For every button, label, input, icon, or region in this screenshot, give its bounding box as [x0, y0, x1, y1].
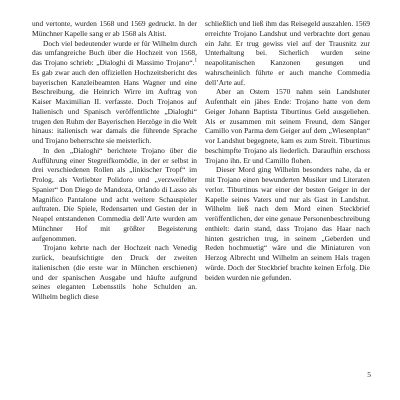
paragraph: Aber an Ostern 1570 nahm sein Landshuter Aufenthalt ein jähes Ende: Trojano hatte von dem Geiger Johann Baptista Tiburtinus Geld ausgeliehen. Als er zusammen mit seinem Freund, dem Sänger Camillo von Parma dem Geiger auf dem „Wiesenplan“ vor Landshut begegnete, kam es zum Streit. Tiburtinus beschimpfte Trojano als liederlich. Daraufhin erschoss Trojano ihn. Er und Camillo flohen.	[205, 87, 370, 165]
paragraph: In den „Dialoghi“ berichtete Trojano über die Aufführung einer Stegreifkomödie, in der er selbst in drei verschiedenen Rollen als „linkischer Tropf“ im Prolog, als Verliebter Polidoro und „verzweifelter Spanier“ Don Diego de Mandoza, Orlando di Lasso als Magnifico Pantalone und acht weitere Schauspieler auftraten. Die Spiele, Redensarten und Gesten der in Neapel entstandenen Commedia dell’Arte wurden am Münchner Hof mit größter Begeisterung aufgenommen.	[32, 145, 197, 243]
footnote-marker: 1	[194, 58, 197, 64]
paragraph: Dieser Mord ging Wilhelm besonders nahe, da er mit Trojano einen bewunderten Musiker und Literaten verlor. Tiburtinus war einer der besten Geiger in der Kapelle seines Vaters und nur als Gast in Landshut. Wilhelm ließ nach dem Mord einen Steckbrief veröffentlichen, der eine genaue Personenbeschreibung enthielt: darin stand, dass Trojano das Haar nach hinten gestrichen trug, in seinem „Geberden und Reden hochmuetig“ wäre und die Miniaturen von Herzog Albrecht und Wilhelm an seinem Hals tragen würde. Doch der Steckbrief brachte keinen Erfolg. Die beiden wurden nie gefunden.	[205, 165, 370, 282]
paragraph-text: Es gab zwar auch den offiziellen Hochzeitsbericht des bayerischen Kanzleibeamten Hans Wagner und eine Beschreibung, die Heinrich Wirre im Auftrag von Kaiser Maximilian II. verfasste. Doch Trojanos auf Italienisch und Spanisch veröffentlichte „Dialoghi“ trugen den Ruhm der Bayerischen Herzöge in die Welt hinaus: italienisch war damals die führende Sprache und Trojano beherrschte sie meisterlich.	[32, 67, 197, 145]
left-text-column	[32, 19, 197, 302]
paragraph: Trojano kehrte nach der Hochzeit nach Venedig zurück, beaufsichtigte den Druck der zweiten italienischen (die erste war in München erschienen) und der spanischen Ausgabe und häufte aufgrund seines eleganten Lebensstils hohe Schulden an. Wilhelm beglich diese	[32, 243, 197, 301]
right-text-column	[205, 19, 370, 282]
paragraph: schließlich und ließ ihm das Reisegeld auszahlen. 1569 erreichte Trojano Landshut und verbrachte dort genau ein Jahr. Er trug gewiss viel auf der Trausnitz zur Unterhaltung bei. Sicherlich wurden seine neapolitanischen Kanzonen gesungen und wahrscheinlich führte er auch manche Commedia dell’Arte auf.	[205, 19, 370, 87]
paragraph	[32, 39, 197, 146]
paragraph-text: Doch viel bedeutender wurde er für Wilhelm durch das umfangreiche Buch über die Hochzeit von 1568, das Trojano schrieb: „Dialoghi di Massimo Trojano“.	[32, 38, 197, 67]
page-number: 5	[367, 370, 371, 379]
paragraph: und vertonte, wurden 1568 und 1569 gedruckt. In der Münchner Kapelle sang er ab 1568 als Altist.	[32, 19, 197, 38]
